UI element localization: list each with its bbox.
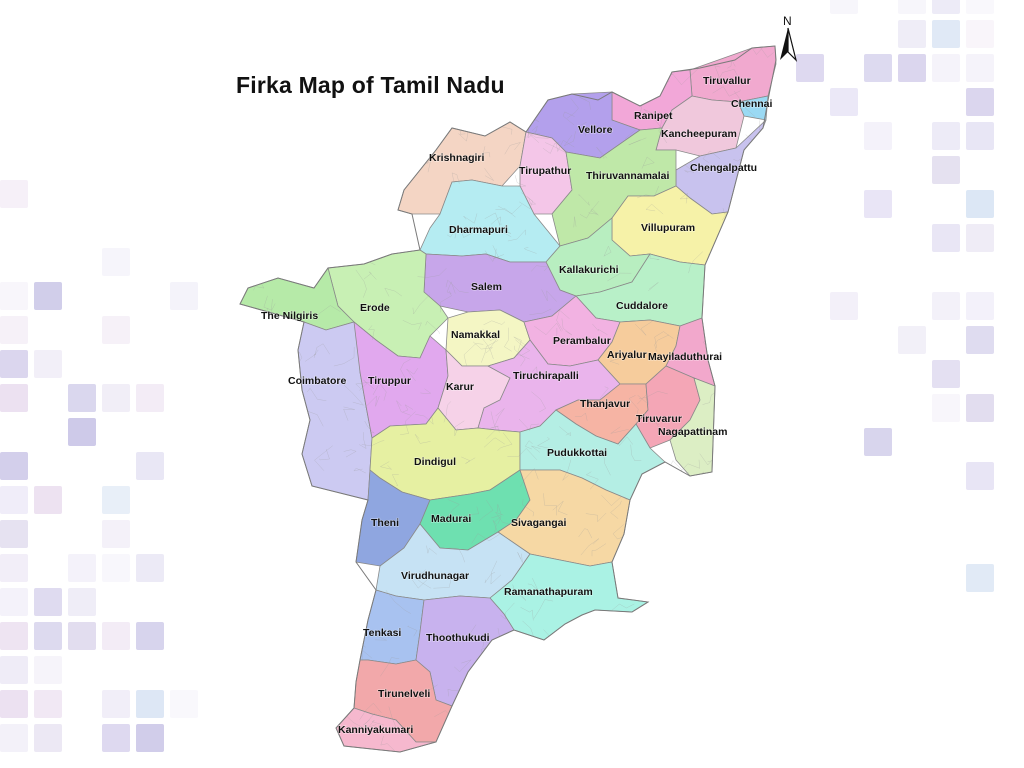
district-label-dindigul: Dindigul — [414, 456, 456, 468]
district-label-coimbatore: Coimbatore — [288, 375, 347, 387]
district-label-ariyalur: Ariyalur — [607, 349, 647, 361]
district-label-kancheepuram: Kancheepuram — [661, 128, 737, 140]
district-label-krishnagiri: Krishnagiri — [429, 152, 485, 164]
district-label-tiruchirapalli: Tiruchirapalli — [513, 370, 579, 382]
district-label-tirupathur: Tirupathur — [519, 165, 572, 177]
district-label-nagapattinam: Nagapattinam — [658, 426, 728, 438]
district-label-chengalpattu: Chengalpattu — [690, 162, 758, 174]
district-label-karur: Karur — [446, 381, 475, 393]
district-label-tenkasi: Tenkasi — [363, 627, 402, 639]
district-region-tiruvallur — [690, 46, 776, 102]
district-label-cuddalore: Cuddalore — [616, 300, 668, 312]
district-label-sivagangai: Sivagangai — [511, 517, 567, 529]
district-label-ramanathapuram: Ramanathapuram — [504, 586, 593, 598]
district-label-thanjavur: Thanjavur — [580, 398, 631, 410]
district-label-mayiladuthurai: Mayiladuthurai — [648, 351, 723, 363]
map-title: Firka Map of Tamil Nadu — [236, 72, 505, 98]
district-label-ranipet: Ranipet — [634, 110, 673, 122]
district-label-erode: Erode — [360, 302, 390, 314]
district-label-perambalur: Perambalur — [553, 335, 611, 347]
district-label-tiruvarur: Tiruvarur — [636, 413, 682, 425]
district-label-pudukkottai: Pudukkottai — [547, 447, 608, 459]
district-label-villupuram: Villupuram — [641, 222, 696, 234]
district-label-tirunelveli: Tirunelveli — [378, 688, 431, 700]
district-label-kanniyakumari: Kanniyakumari — [338, 724, 414, 736]
north-label: N — [783, 14, 792, 28]
district-label-kallakurichi: Kallakurichi — [559, 264, 619, 276]
district-label-thiruvannamalai: Thiruvannamalai — [586, 170, 670, 182]
district-label-tiruppur: Tiruppur — [368, 375, 411, 387]
district-label-salem: Salem — [471, 281, 502, 293]
district-label-theni: Theni — [371, 517, 399, 529]
district-label-tiruvallur: Tiruvallur — [703, 75, 751, 87]
district-label-dharmapuri: Dharmapuri — [449, 224, 508, 236]
district-label-vellore: Vellore — [578, 124, 613, 136]
district-label-virudhunagar: Virudhunagar — [401, 570, 470, 582]
district-label-the-nilgiris: The Nilgiris — [261, 310, 319, 322]
district-label-namakkal: Namakkal — [451, 329, 501, 341]
district-label-thoothukudi: Thoothukudi — [426, 632, 490, 644]
district-label-chennai: Chennai — [731, 98, 773, 110]
district-label-madurai: Madurai — [431, 513, 472, 525]
